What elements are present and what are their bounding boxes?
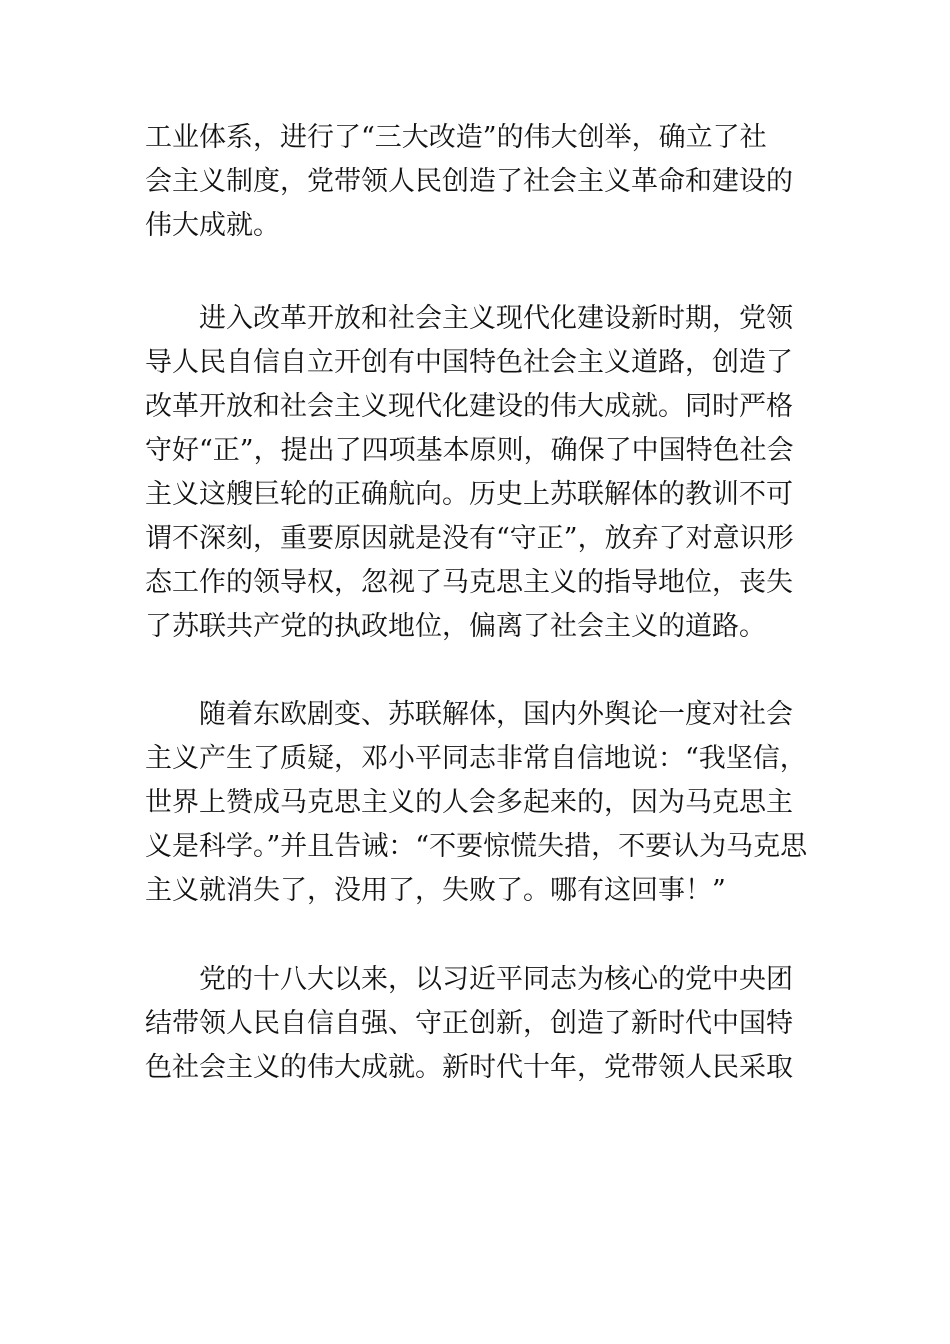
- paragraph-line: 守好“正”，提出了四项基本原则，确保了中国特色社会: [145, 435, 794, 466]
- paragraph-line: 导人民自信自立开创有中国特色社会主义道路，创造了: [145, 347, 793, 378]
- paragraph-line: 态工作的领导权，忽视了马克思主义的指导地位，丧失: [145, 567, 793, 598]
- paragraph-line: 主义这艘巨轮的正确航向。历史上苏联解体的教训不可: [145, 479, 793, 510]
- paragraph-line: 主义就消失了，没用了，失败了。哪有这回事！”: [145, 875, 726, 906]
- paragraph-reform-opening: [145, 297, 817, 649]
- paragraph-line: 谓不深刻，重要原因就是没有“守正”，放弃了对意识形: [145, 523, 794, 554]
- paragraph-line: 色社会主义的伟大成就。新时代十年，党带领人民采取: [145, 1052, 793, 1083]
- paragraph-line: 随着东欧剧变、苏联解体，国内外舆论一度对社会: [199, 699, 793, 730]
- paragraph-line: 党的十八大以来，以习近平同志为核心的党中央团: [199, 964, 793, 995]
- paragraph-new-era: [145, 958, 817, 1090]
- paragraph-line: 结带领人民自信自强、守正创新，创造了新时代中国特: [145, 1008, 793, 1039]
- paragraph-continuation: [145, 116, 817, 248]
- paragraph-line: 了苏联共产党的执政地位，偏离了社会主义的道路。: [145, 611, 766, 642]
- paragraph-line: 工业体系，进行了“三大改造”的伟大创举，确立了社: [145, 122, 767, 153]
- paragraph-line: 改革开放和社会主义现代化建设的伟大成就。同时严格: [145, 391, 793, 422]
- paragraph-deng-xiaoping-quote: [145, 693, 817, 913]
- paragraph-line: 主义产生了质疑，邓小平同志非常自信地说：“我坚信，: [145, 743, 807, 774]
- paragraph-line: 世界上赞成马克思主义的人会多起来的，因为马克思主: [145, 787, 793, 818]
- paragraph-line: 义是科学。”并且告诫：“不要惊慌失措，不要认为马克思: [145, 831, 808, 862]
- paragraph-line: 伟大成就。: [145, 210, 280, 241]
- paragraph-line: 会主义制度，党带领人民创造了社会主义革命和建设的: [145, 166, 793, 197]
- paragraph-line: 进入改革开放和社会主义现代化建设新时期，党领: [199, 303, 793, 334]
